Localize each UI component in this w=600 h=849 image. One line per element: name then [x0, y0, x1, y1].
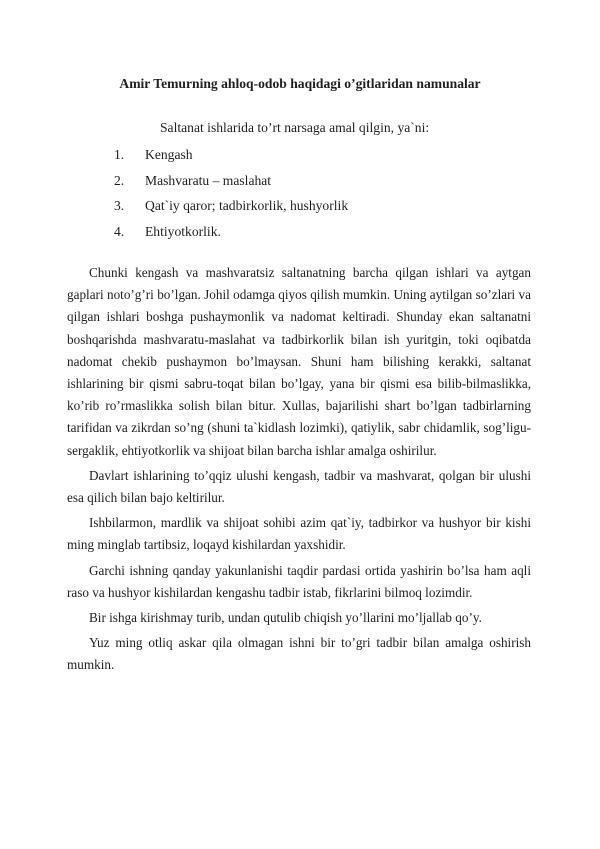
list-item-number: 1. [114, 147, 125, 162]
numbered-list [114, 142, 348, 244]
list-item [114, 219, 348, 245]
list-item [114, 168, 348, 194]
list-item-number: 2. [114, 172, 125, 188]
list-item-text: Mashvaratu – maslahat [145, 172, 272, 188]
paragraph: Davlart ishlarining to’qqiz ulushi kengash, tadbir va mashvarat, qolgan bir ulushi esa qilich bilan bajo keltirilur. [67, 467, 531, 506]
list-item-text: Kengash [145, 147, 193, 162]
list-item-number: 3. [114, 198, 125, 213]
document-title: Amir Temurning ahloq-odob haqidagi o’gitlaridan namunalar [119, 76, 481, 91]
paragraph: Bir ishga kirishmay turib, undan qutulib chiqish yo’llarini mo’ljallab qo’y. [89, 610, 482, 626]
intro-line: Saltanat ishlarida to’rt narsaga amal qilgin, ya`ni: [160, 120, 430, 135]
paragraph: Garchi ishning qanday yakunlanishi taqdir pardasi ortida yashirin bo’lsa ham aqli raso va hushyor kishilardan kengashu tadbir istab, fikrlarini bilmoq lozimdir. [67, 562, 531, 600]
list-item [114, 193, 348, 219]
paragraph: Yuz ming otliq askar qila olmagan ishni bir to’gri tadbir bilan amalga oshirish mumkin. [67, 635, 531, 673]
paragraph: Ishbilarmon, mardlik va shijoat sohibi azim qat`iy, tadbirkor va hushyor bir kishi ming minglab tartibsiz, loqayd kishilardan yaxshidir. [67, 515, 531, 553]
list-item-text: Qat`iy qaror; tadbirkorlik, hushyorlik [145, 198, 349, 213]
paragraph: Chunki kengash va mashvaratsiz saltanatning barcha qilgan ishlari va aytgan gaplari noto’g’ri bo’lgan. Johil odamga qiyos qilish mumkin. Uning aytilgan so’zlari va qilgan ishlari boshga pushaymonlik va nadomat keltiradi. Shunday ekan saltanatni boshqarishda mashvaratu-maslahat va tadbirkorlik bilan ish yuritgin, toki oqibatda nadomat chekib pushaymon bo’lmaysan. Shuni ham bilishing kerakki, saltanat ishlarining bir qismi sabru-toqat bilan bo’lgay, yana bir qismi esa bilib-bilmaslikka, ko’rib ro’rmaslikka solish bilan bitur. Xullas, bajarilishi shart bo’lgan tadbirlarning tarifidan va zikrdan so’ng (shuni ta`kidlash lozimki), qatiylik, sabr chidamlik, sog’ligu-sergaklik, ehtiyotkorlik va shijoat bilan barcha ishlar amalga oshirilur. [67, 265, 531, 458]
list-item [114, 142, 348, 168]
list-item-number: 4. [114, 223, 125, 239]
list-item-text: Ehtiyotkorlik. [145, 223, 221, 239]
body-text [67, 262, 531, 680]
